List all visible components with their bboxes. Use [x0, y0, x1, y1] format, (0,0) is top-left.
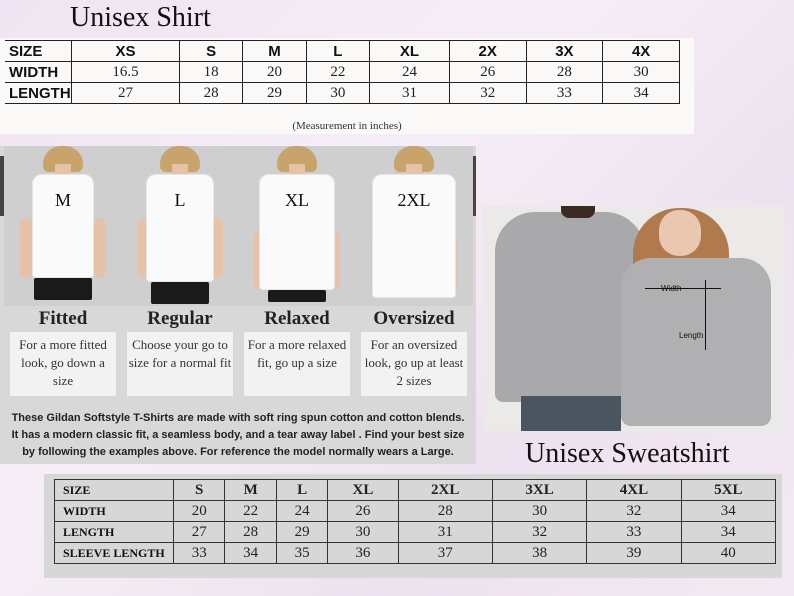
table-cell: M — [225, 480, 276, 501]
table-cell: 28 — [526, 62, 603, 83]
table-cell: 24 — [370, 62, 450, 83]
fit-description: Choose your go to size for a normal fit — [127, 332, 233, 396]
table-row — [55, 480, 776, 501]
size-label: M — [54, 190, 71, 210]
table-cell: S — [179, 41, 242, 62]
woman-sweatshirt — [621, 258, 771, 426]
table-cell: 4XL — [587, 480, 681, 501]
fit-description: For an oversized look, go up at least 2 sizes — [361, 332, 467, 396]
table-cell: 26 — [328, 501, 398, 522]
table-cell: 27 — [174, 522, 225, 543]
table-cell: 30 — [603, 62, 680, 83]
table-cell: 2XL — [398, 480, 492, 501]
table-cell: 27 — [72, 83, 180, 104]
table-cell: 28 — [398, 501, 492, 522]
fit-name: Fitted — [38, 308, 88, 329]
table-row — [55, 501, 776, 522]
table-cell: 3XL — [492, 480, 586, 501]
table-cell: 2X — [449, 41, 526, 62]
sweatshirt-title: Unisex Sweatshirt — [525, 438, 730, 469]
table-cell: 34 — [681, 501, 775, 522]
model-figure — [139, 146, 221, 306]
fit-column-regular — [121, 146, 239, 406]
fit-name: Regular — [147, 308, 213, 329]
table-cell: 30 — [306, 83, 369, 104]
row-header: LENGTH — [5, 83, 72, 104]
table-cell: 24 — [276, 501, 327, 522]
row-header: SLEEVE LENGTH — [55, 543, 174, 564]
table-cell: 36 — [328, 543, 398, 564]
table-cell: XS — [72, 41, 180, 62]
table-cell: 35 — [276, 543, 327, 564]
width-label: Width — [661, 284, 682, 293]
fit-column-fitted — [4, 146, 122, 406]
table-cell: 30 — [328, 522, 398, 543]
model-figure — [256, 146, 338, 306]
table-cell: 31 — [370, 83, 450, 104]
model-figure — [373, 146, 455, 306]
row-header: WIDTH — [55, 501, 174, 522]
table-cell: S — [174, 480, 225, 501]
table-cell: 22 — [225, 501, 276, 522]
table-row — [5, 41, 680, 62]
table-cell: 29 — [243, 83, 306, 104]
table-cell: 30 — [492, 501, 586, 522]
measurement-note: (Measurement in inches) — [292, 120, 402, 132]
table-cell: 4X — [603, 41, 680, 62]
table-cell: 20 — [243, 62, 306, 83]
table-cell: 28 — [225, 522, 276, 543]
table-cell: M — [243, 41, 306, 62]
fit-name: Relaxed — [264, 308, 330, 329]
table-cell: L — [306, 41, 369, 62]
size-label: XL — [285, 190, 309, 210]
table-cell: 16.5 — [72, 62, 180, 83]
sweatshirt-model-photo — [483, 206, 785, 431]
table-cell: 33 — [587, 522, 681, 543]
fit-description: For a more fitted look, go down a size — [10, 332, 116, 396]
product-description: These Gildan Softstyle T-Shirts are made with soft ring spun cotton and cotton blends. It has a modern classic fit, a seamless body, and a tear away label . Find your best size by following the examples above. For reference the model normally wears a Large. — [11, 412, 465, 458]
table-cell: 32 — [492, 522, 586, 543]
table-cell: 22 — [306, 62, 369, 83]
width-measure-line — [645, 288, 721, 289]
table-row — [55, 522, 776, 543]
row-header: SIZE — [55, 480, 174, 501]
table-cell: 32 — [449, 83, 526, 104]
jeans — [521, 396, 621, 431]
table-cell: 34 — [225, 543, 276, 564]
table-cell: 38 — [492, 543, 586, 564]
table-cell: 34 — [603, 83, 680, 104]
table-cell: 29 — [276, 522, 327, 543]
table-cell: L — [276, 480, 327, 501]
shirt-size-chart — [0, 38, 694, 134]
row-header: LENGTH — [55, 522, 174, 543]
table-cell: 20 — [174, 501, 225, 522]
table-cell: XL — [370, 41, 450, 62]
table-cell: 28 — [179, 83, 242, 104]
table-cell: 3X — [526, 41, 603, 62]
table-row — [5, 62, 680, 83]
length-label: Length — [679, 331, 704, 340]
table-cell: 33 — [526, 83, 603, 104]
size-label: 2XL — [397, 190, 431, 210]
fit-description: For a more relaxed fit, go up a size — [244, 332, 350, 396]
table-cell: 18 — [179, 62, 242, 83]
table-cell: 32 — [587, 501, 681, 522]
size-label: L — [174, 190, 186, 210]
row-header: SIZE — [5, 41, 72, 62]
length-measure-line — [705, 280, 706, 350]
sweatshirt-size-table — [54, 479, 776, 564]
model-figure — [22, 146, 104, 306]
table-row — [5, 83, 680, 104]
fit-name: Oversized — [373, 308, 455, 329]
shorts — [151, 282, 209, 304]
fit-column-oversized — [355, 146, 473, 406]
table-cell: XL — [328, 480, 398, 501]
table-cell: 37 — [398, 543, 492, 564]
row-header: WIDTH — [5, 62, 72, 83]
fit-column-relaxed — [238, 146, 356, 406]
table-cell: 40 — [681, 543, 775, 564]
table-cell: 31 — [398, 522, 492, 543]
shorts — [34, 278, 92, 300]
table-cell: 33 — [174, 543, 225, 564]
fit-guide-panel — [0, 146, 476, 464]
table-row — [55, 543, 776, 564]
shorts — [268, 290, 326, 302]
table-cell: 34 — [681, 522, 775, 543]
table-cell: 5XL — [681, 480, 775, 501]
sweatshirt-size-chart — [44, 474, 782, 578]
shirt-title: Unisex Shirt — [70, 2, 211, 33]
table-cell: 26 — [449, 62, 526, 83]
shirt-size-table — [5, 40, 680, 104]
table-cell: 39 — [587, 543, 681, 564]
